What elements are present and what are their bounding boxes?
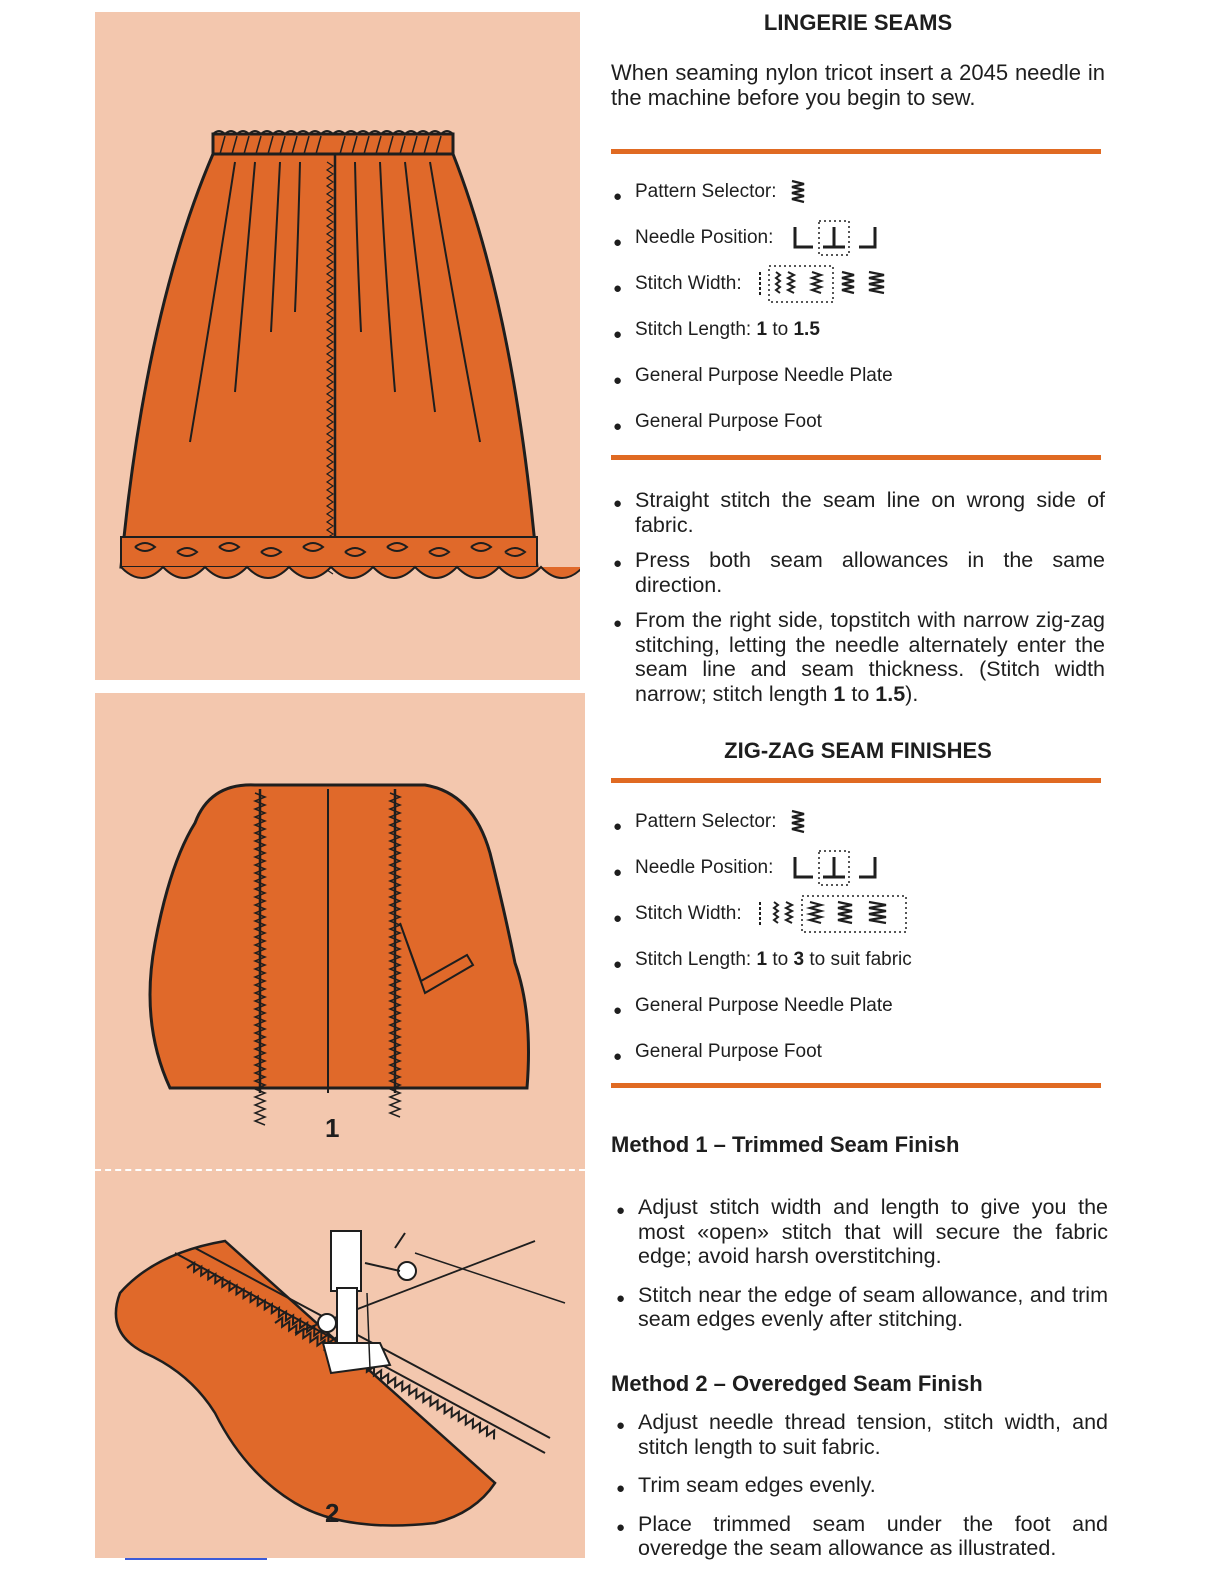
- needle-position-row: [611, 215, 1105, 261]
- figure-1-label: 1: [325, 1113, 340, 1143]
- stitch-width-label: ● Stitch Width:: [635, 903, 742, 924]
- stitch-length-from: 1: [756, 319, 768, 340]
- stitch-length-suffix: to suit fabric: [809, 949, 912, 970]
- stitch-length-to-word: to: [772, 319, 789, 340]
- needle-position-label: ● Needle Position:: [635, 227, 774, 248]
- stitch-length-to-word: to: [772, 949, 789, 970]
- stitch-width-label: ● Stitch Width:: [635, 273, 742, 294]
- list-item: ● Place trimmed seam under the foot and overedge the seam allowance as illustrated.: [614, 1512, 1108, 1561]
- stitch-width-row: [611, 261, 1105, 307]
- step3-text: From the right side, topstitch with narrow zig-zag stitching, letting the needle alternately enter the seam line and seam thickness. (Stitch width narrow; stitch length: [635, 608, 1105, 706]
- zigzag-settings-list: [611, 799, 1105, 1075]
- step3-to-word: to: [851, 681, 870, 706]
- foot-row: [611, 1029, 1105, 1075]
- lingerie-steps-list: [611, 488, 1105, 706]
- stitch-length-label: ● Stitch Length:: [635, 949, 752, 970]
- stitch-length-to: 3: [793, 949, 805, 970]
- needle-position-label: ● Needle Position:: [635, 857, 774, 878]
- pattern-selector-label: ● Pattern Selector:: [635, 811, 777, 832]
- seam-finish-illustration-panel: [95, 693, 585, 1558]
- step3-from: 1: [833, 681, 846, 706]
- step3-end: ).: [905, 681, 919, 706]
- foot-label: ● General Purpose Foot: [635, 1041, 822, 1062]
- slip-illustration: [95, 12, 580, 680]
- needle-position-icons: [785, 219, 895, 257]
- stitch-length-row: [611, 307, 1105, 353]
- figure-2-label: 2: [325, 1498, 340, 1528]
- method-1-heading: Method 1 – Trimmed Seam Finish: [611, 1132, 960, 1157]
- lingerie-seams-heading: LINGERIE SEAMS: [763, 10, 953, 35]
- stitch-length-to: 1.5: [793, 319, 820, 340]
- list-item: ● Press both seam allowances in the same direction.: [611, 548, 1105, 597]
- foot-row: [611, 399, 1105, 445]
- zigzag-seam-finishes-heading: ZIG-ZAG SEAM FINISHES: [724, 738, 992, 763]
- list-item: ● Adjust stitch width and length to give you the most «open» stitch that will secure the fabric edge; avoid harsh overstitching.: [614, 1195, 1108, 1269]
- needle-plate-label: ● General Purpose Needle Plate: [635, 995, 893, 1016]
- step3-to: 1.5: [875, 681, 906, 706]
- list-item: ● Adjust needle thread tension, stitch width, and stitch length to suit fabric.: [614, 1410, 1108, 1459]
- zigzag-pattern-icon: [789, 809, 807, 835]
- section-rule: [611, 455, 1101, 460]
- section-rule: [611, 149, 1101, 154]
- figure-divider: [95, 1169, 585, 1171]
- stitch-width-row: [611, 891, 1105, 937]
- method-2-heading: Method 2 – Overedged Seam Finish: [611, 1371, 983, 1396]
- list-item: [611, 608, 1105, 706]
- zigzag-pattern-icon: [789, 179, 807, 205]
- pattern-selector-row: [611, 169, 1105, 215]
- needle-position-row: [611, 845, 1105, 891]
- list-item: ● Straight stitch the seam line on wrong side of fabric.: [611, 488, 1105, 537]
- needle-position-icons: [785, 849, 895, 887]
- section-rule: [611, 1083, 1101, 1088]
- slip-illustration-panel: [95, 12, 580, 680]
- stitch-length-row: [611, 937, 1105, 983]
- needle-plate-row: [611, 983, 1105, 1029]
- lingerie-intro: When seaming nylon tricot insert a 2045 needle in the machine before you begin to sew.: [611, 60, 1105, 110]
- method-2-steps-list: [614, 1410, 1108, 1561]
- list-item: ● Trim seam edges evenly.: [614, 1473, 1108, 1498]
- stitch-width-icons: [754, 264, 904, 304]
- seam-finish-illustrations: [95, 693, 585, 1558]
- stitch-width-icons: [754, 894, 914, 934]
- stitch-length-from: 1: [756, 949, 768, 970]
- stitch-length-label: ● Stitch Length:: [635, 319, 752, 340]
- needle-plate-label: ● General Purpose Needle Plate: [635, 365, 893, 386]
- method-1-steps-list: [614, 1195, 1108, 1332]
- section-rule: [611, 778, 1101, 783]
- foot-label: ● General Purpose Foot: [635, 411, 822, 432]
- needle-plate-row: [611, 353, 1105, 399]
- pattern-selector-row: [611, 799, 1105, 845]
- list-item: ● Stitch near the edge of seam allowance, and trim seam edges evenly after stitching.: [614, 1283, 1108, 1332]
- lingerie-settings-list: [611, 169, 1105, 445]
- pattern-selector-label: ● Pattern Selector:: [635, 181, 777, 202]
- link-underline: [125, 1558, 267, 1560]
